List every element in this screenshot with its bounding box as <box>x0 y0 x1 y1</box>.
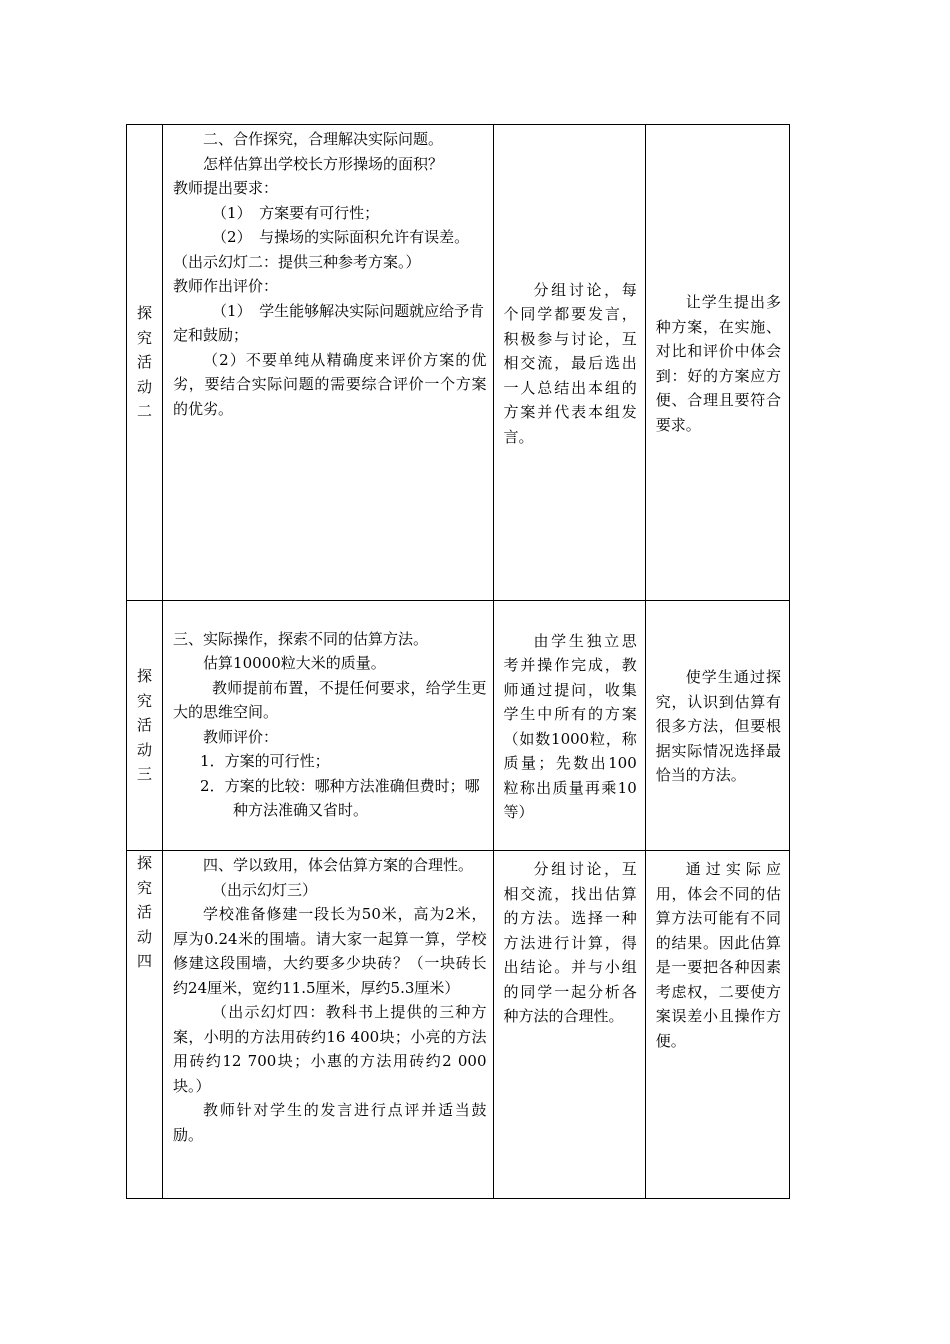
teacher-text: 教师提出要求： <box>173 179 279 197</box>
design-intent-cell <box>645 851 789 1199</box>
student-activity-text: 由学生独立思考并操作完成，教师通过提问，收集学生中所有的方案（如数1000粒，称质量；先数出100粒称出质量再乘10等） <box>503 631 637 821</box>
student-activity-cell <box>493 601 645 851</box>
table-row-activity-3 <box>127 601 790 851</box>
lesson-plan-table <box>126 124 790 1199</box>
activity-label-cell <box>127 601 163 851</box>
evaluation-item: （1） 学生能够解决实际问题就应给予肯定和鼓励； <box>173 301 485 344</box>
evaluation-item: 2．方案的比较：哪种方法准确但费时；哪种方法准确又省时。 <box>200 776 480 819</box>
teacher-text: 教师提前布置，不提任何要求，给学生更大的思维空间。 <box>173 678 487 721</box>
table-row-activity-4 <box>127 851 790 1199</box>
task-text: 估算10000粒大米的质量。 <box>203 654 386 672</box>
design-intent-cell <box>645 601 789 851</box>
requirement-item: （2） 与操场的实际面积允许有误差。 <box>212 228 470 246</box>
section-heading: 三、实际操作，探索不同的估算方法。 <box>173 629 429 648</box>
design-intent-cell <box>645 125 789 601</box>
activity-label-cell <box>127 125 163 601</box>
requirement-item: （1） 方案要有可行性； <box>212 203 380 222</box>
question-text: 怎样估算出学校长方形操场的面积？ <box>203 154 444 173</box>
teacher-activity-cell <box>163 851 493 1199</box>
teacher-activity-cell <box>163 125 493 601</box>
section-heading: 四、学以致用，体会估算方案的合理性。 <box>203 856 474 874</box>
activity-label: 探究活动四 <box>137 854 153 970</box>
problem-text: 学校准备修建一段长为50米，高为2米，厚为0.24米的围墙。请大家一起算一算，学校修建这段围墙，大约要多少块砖？（一块砖长约24厘米，宽约11.5厘米，厚约5.3厘米） <box>173 905 487 997</box>
teacher-text: 教师作出评价： <box>173 277 279 295</box>
design-intent-text: 让学生提出多种方案，在实施、对比和评价中体会到：好的方案应方便、合理且要符合要求。 <box>655 293 781 434</box>
activity-label: 探究活动二 <box>137 304 153 421</box>
design-intent-text: 使学生通过探究，认识到估算有很多方法，但要根据实际情况选择最恰当的方法。 <box>655 668 781 785</box>
student-activity-text: 分组讨论，每个同学都要发言，积极参与讨论，互相交流，最后选出一人总结出本组的方案并代表本组发言。 <box>503 280 637 446</box>
slide-note: （出示幻灯三） <box>212 880 318 899</box>
student-activity-cell <box>493 125 645 601</box>
table-row-activity-2 <box>127 125 790 601</box>
activity-label: 探究活动三 <box>137 667 153 784</box>
student-activity-cell <box>493 851 645 1199</box>
teacher-text: 教师评价： <box>203 727 279 746</box>
evaluation-item: 1．方案的可行性； <box>200 752 330 770</box>
teacher-text: 教师针对学生的发言进行点评并适当鼓励。 <box>173 1101 487 1144</box>
evaluation-item: （2）不要单纯从精确度来评价方案的优劣，要结合实际问题的需要综合评价一个方案的优劣。 <box>173 350 487 418</box>
design-intent-text: 通过实际应用，体会不同的估算方法可能有不同的结果。因此估算是一要把各种因素考虑权，二要使方案误差小且操作方便。 <box>655 860 781 1050</box>
activity-label-cell <box>127 851 163 1199</box>
section-heading: 二、合作探究，合理解决实际问题。 <box>203 130 444 148</box>
student-activity-text: 分组讨论，互相交流，找出估算的方法。选择一种方法进行计算，得出结论。并与小组的同学一起分析各种方法的合理性。 <box>503 860 637 1025</box>
slide-note: （出示幻灯四：教科书上提供的三种方案，小明的方法用砖约16 400块；小亮的方法用砖约12 700块；小惠的方法用砖约2 000块。） <box>173 1003 487 1095</box>
slide-note: （出示幻灯二：提供三种参考方案。） <box>173 252 421 271</box>
teacher-activity-cell <box>163 601 493 851</box>
